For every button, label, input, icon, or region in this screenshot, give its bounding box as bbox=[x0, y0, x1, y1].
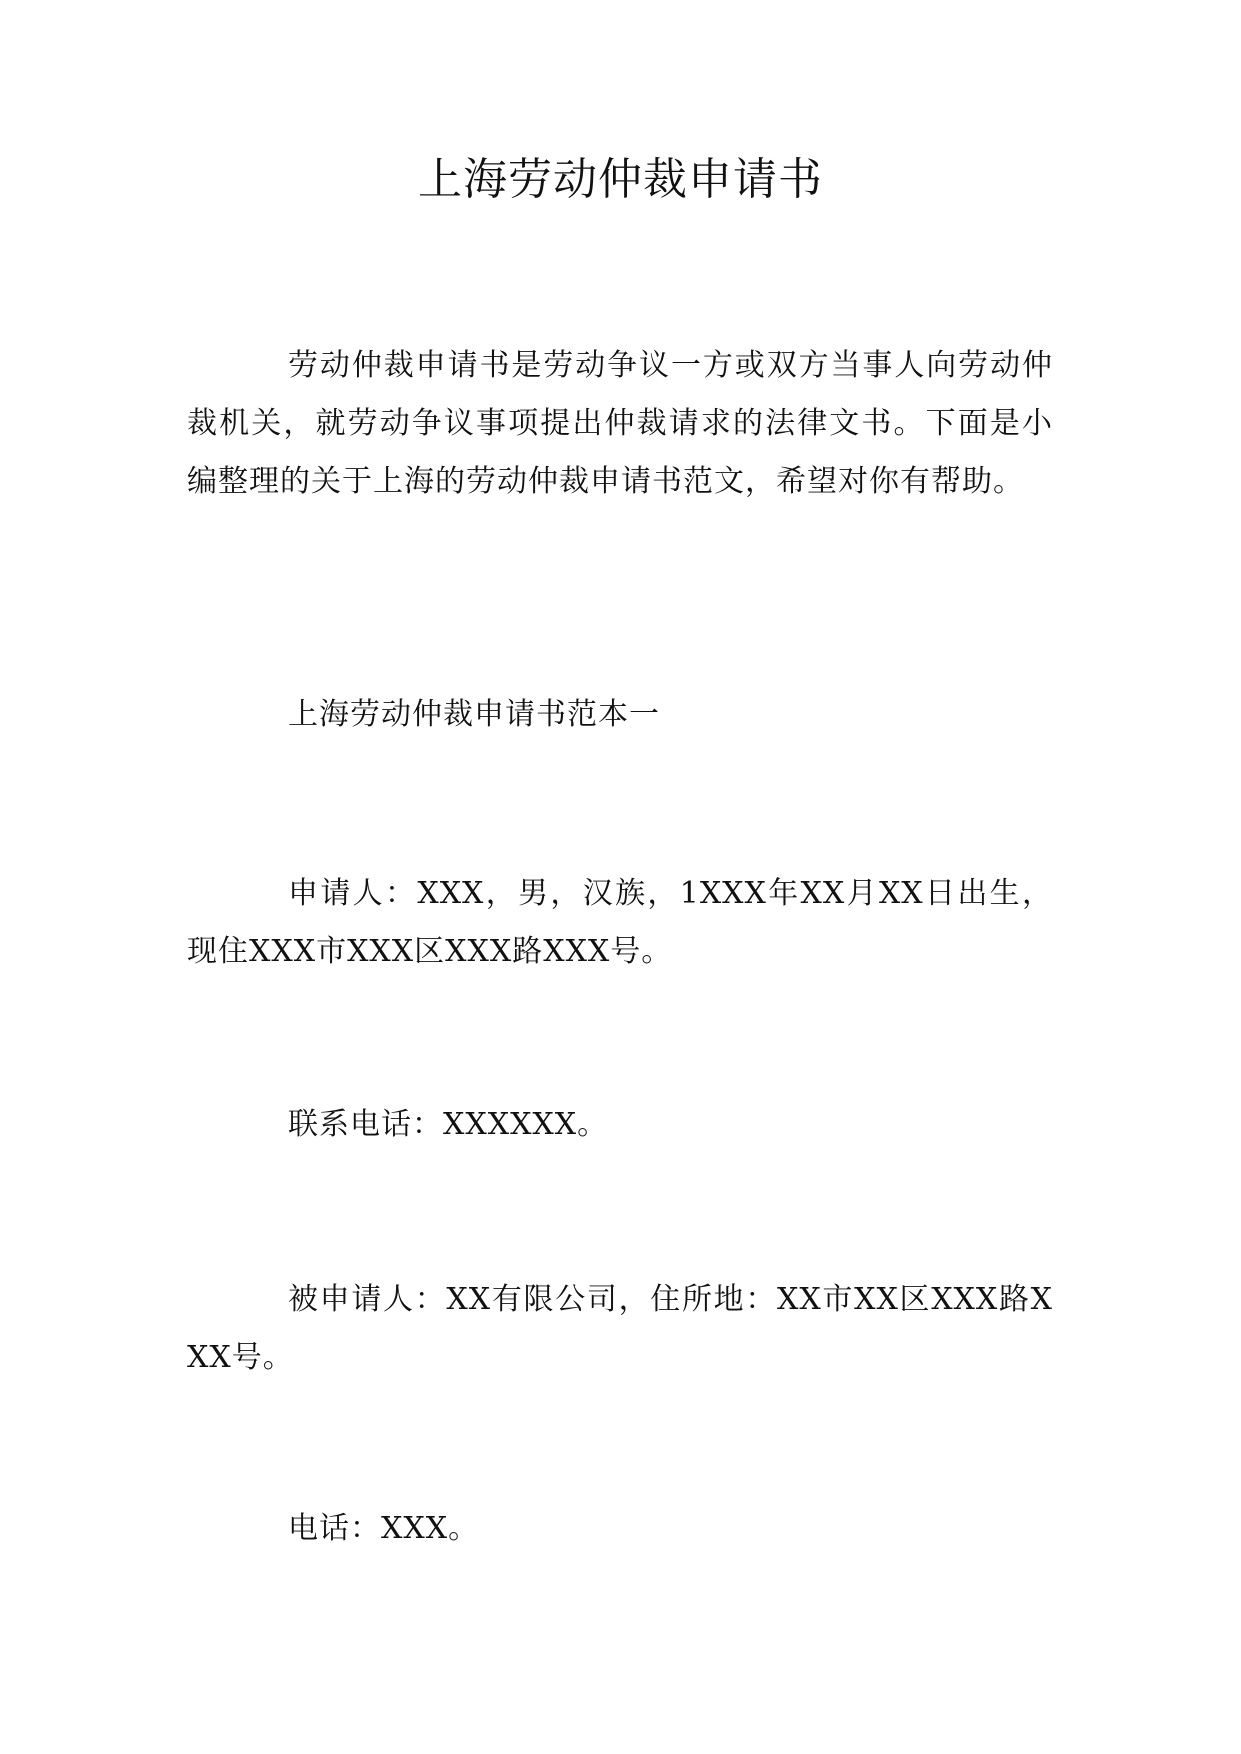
respondent-paragraph: 被申请人：XX有限公司，住所地：XX市XX区XXX路XXX号。 bbox=[187, 1282, 1053, 1375]
sample-heading: 上海劳动仲裁申请书范本一 bbox=[288, 697, 660, 732]
contact-phone-paragraph: 联系电话：XXXXXX。 bbox=[288, 1107, 609, 1142]
respondent-phone-paragraph: 电话：XXX。 bbox=[288, 1511, 480, 1546]
applicant-paragraph: 申请人：XXX，男，汉族，1XXX年XX月XX日出生，现住XXX市XXX区XXX路XXX号。 bbox=[187, 876, 1053, 969]
document-title: 上海劳动仲裁申请书 bbox=[418, 154, 823, 205]
intro-paragraph: 劳动仲裁申请书是劳动争议一方或双方当事人向劳动仲裁机关，就劳动争议事项提出仲裁请求的法律文书。下面是小编整理的关于上海的劳动仲裁申请书范文，希望对你有帮助。 bbox=[187, 348, 1053, 499]
